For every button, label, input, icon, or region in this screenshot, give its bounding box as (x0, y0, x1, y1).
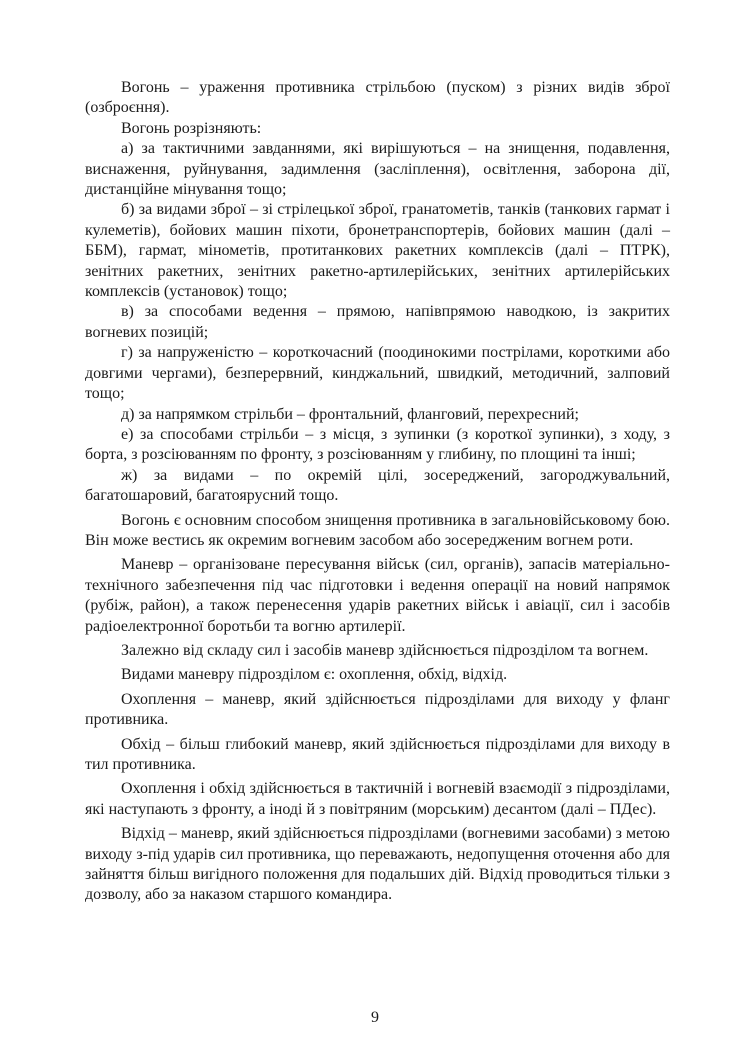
list-item-d: д) за напрямком стрільби – фронтальний, фланговий, перехресний; (121, 405, 579, 423)
paragraph-fire-main-method: Вогонь є основним способом знищення противника в загальновійськовому бою. Він може вестись як окремим вогневим засобом або зосередженим вогнем роти. (85, 511, 670, 549)
list-item-v: в) за способами ведення – прямою, напівпрямою наводкою, із закритих вогневих позицій; (85, 303, 670, 341)
paragraph-maneuver-definition: Маневр – організоване пересування військ (сил, органів), запасів матеріально-технічного забезпечення під час підготовки і ведення операції на новий напрямок (рубіж, район), а також перенесення ударів ракетних військ і авіації, сил і засобів радіоелектронної боротьби та вогню артилерії. (85, 556, 670, 635)
paragraph-maneuver-types: Видами маневру підрозділом є: охоплення, обхід, відхід. (121, 666, 508, 684)
paragraph-envelopment: Охоплення – маневр, який здійснюється підрозділами для виходу у фланг противника. (85, 690, 670, 729)
paragraph-fire-classification: Вогонь розрізняють: (121, 119, 262, 137)
list-item-g: г) за напруженістю – короткочасний (поодинокими пострілами, короткими або довгими чергами), безперервний, кинджальний, швидкий, методичний, залповий тощо; (85, 344, 670, 403)
paragraph-fire-definition: Вогонь – ураження противника стрільбою (пуском) з різних видів зброї (озброєння). (85, 79, 670, 117)
page-body (85, 78, 670, 906)
paragraph-maneuver-forces: Залежно від складу сил і засобів маневр здійснюється підрозділом та вогнем. (121, 641, 649, 659)
list-item-a: а) за тактичними завданнями, які вирішуються – на знищення, подавлення, виснаження, руйнування, задимлення (засліплення), освітлення, заборона дії, дистанційне мінування тощо; (85, 140, 670, 199)
list-item-b: б) за видами зброї – зі стрілецької зброї, гранатометів, танків (танкових гармат і кулеметів), бойових машин піхоти, бронетранспортерів, бойових машин (далі – ББМ), гармат, мінометів, протитанкових ракетних комплексів (далі – ПТРК), зенітних ракетних, зенітних ракетно-артилерійських, зенітних артилерійських комплексів (установок) тощо; (85, 201, 670, 301)
paragraph-bypass: Обхід – більш глибокий маневр, який здійснюється підрозділами для виходу в тил противника. (85, 735, 670, 773)
list-item-e: е) за способами стрільби – з місця, з зупинки (з короткої зупинки), з ходу, з борта, з розсіюванням по фронту, з розсіюванням у глибину, по площині та інші; (85, 425, 670, 464)
paragraph-withdrawal: Відхід – маневр, який здійснюється підрозділами (вогневими засобами) з метою виходу з-під ударів сил противника, що переважають, недопущення оточення або для зайняття більш вигідного положення для подальших дій. Відхід проводиться тільки з дозволу, або за наказом старшого командира. (85, 825, 670, 904)
list-item-zh: ж) за видами – по окремій цілі, зосереджений, загороджувальний, багатошаровий, багатоярусний тощо. (85, 466, 670, 505)
page-number: 9 (371, 1009, 379, 1026)
paragraph-envelopment-bypass-interaction: Охоплення і обхід здійснюється в тактичній і вогневій взаємодії з підрозділами, які наступають з фронту, а іноді й з повітряним (морським) десантом (далі – ПДес). (85, 780, 670, 818)
